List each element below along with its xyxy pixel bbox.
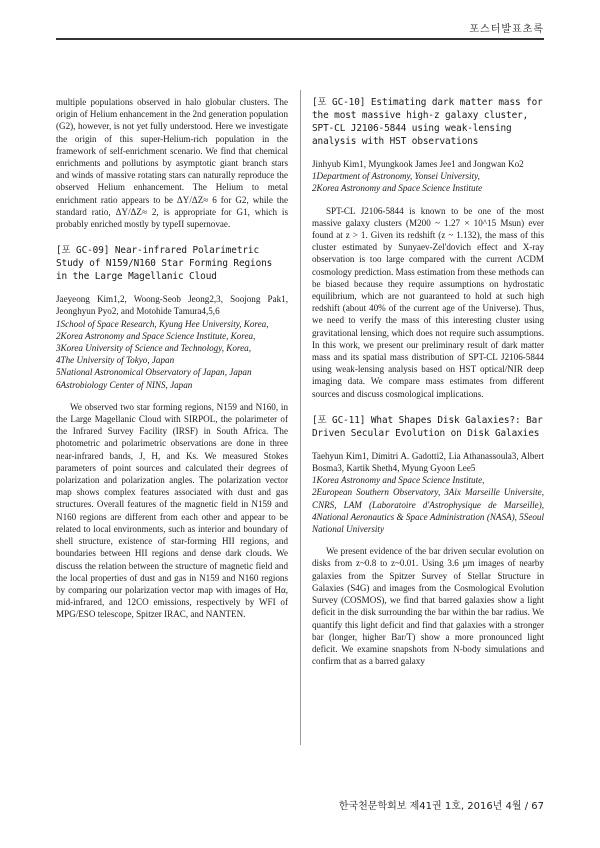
gc09-affiliation: 6Astrobiology Center of NINS, Japan [56,379,193,390]
gc11-abstract: We present evidence of the bar driven secular evolution on disks from z~0.8 to z~0.01. Using 3.6 μm images of nearby galaxies from the Spitzer Survey of Stellar Structure in Galaxies (S4G) and images from the Cosmological Evolution Survey (COSMOS), we find that barred galaxies show a light deficit in the disk surrounding the bar within the bar radius. We quantify this light deficit and find that galaxies with a stronger bar (longer, higher Bar/T) show a more pronounced light deficit. We examine snapshots from N-body simulations and confirm that as a barred galaxy [312,546,544,667]
gc11-authors: Taehyun Kim1, Dimitri A. Gadotti2, Lia Athanassoula3, Albert Bosma3, Kartik Sheth4, Myung Gyoon Lee5 [312,450,544,474]
right-column [312,96,544,667]
column-divider [300,90,301,745]
footer-citation: 한국천문학회보 제41권 1호, 2016년 4월 / 67 [338,801,544,812]
gc09-abstract: We observed two star forming regions, N159 and N160, in the Large Magellanic Cloud with SIRPOL, the polarimeter of the Infrared Survey Facility (IRSF) in South Africa. The photometric and polarimetric observations are done in three near-infrared bands, J, H, and Ks. We measured Stokes parameters of point sources and calculated their degrees of polarization and polarization angles. The polarization vector map shows complex features associated with dust and gas structures. Overall features of the magnetic field in N159 and N160 regions are different from each other and appear to be related to local environments, such as interior and boundary of shell structure, existence of star-forming HII regions, and boundaries between HII regions and dense dark clouds. We discuss the relation between the structure of magnetic field and the local properties of dust and gas in N159 and N160 regions by comparing our polarization vector map with images of Hα, mid-infrared, and 12CO emissions, respectively by WFI of MPG/ESO telescope, Spitzer IRAC, and NANTEN. [56,401,288,620]
left-column [56,96,288,621]
gc09-affiliation: 4The University of Tokyo, Japan [56,355,175,366]
gc11-affiliation: 2European Southern Observatory, 3Aix Marseille Universite, CNRS, LAM (Laboratoire d'Astrophysique de Marseille), 4National Aeronautics & Space Administration (NASA), 5Seoul National University [312,487,544,535]
gc11-affiliation: 1Korea Astronomy and Space Science Institute, [312,475,485,486]
header-rule [56,38,544,40]
gc09-title: [포 GC-09] Near-infrared Polarimetric Study of N159/N160 Star Forming Regions in the Large Magellanic Cloud [56,245,273,283]
gc10-title: [포 GC-10] Estimating dark matter mass for the most massive high-z galaxy cluster, SPT-CL J2106-5844 using weak-lensing analysis with HST observations [312,97,543,147]
continued-abstract: multiple populations observed in halo globular clusters. The origin of Helium enhancement in the 2nd generation population (G2), however, is not yet fully understood. Here we investigate the origin of this super-Helium-rich population in the framework of self-enrichment scenario. We find that chemical enrichments and pollutions by asymptotic giant branch stars and winds of massive rotating stars can naturally reproduce the observed Helium enhancement. The Helium to metal enrichment ratio appears to be ΔY/ΔZ≈ 6 for G2, while the standard ratio, ΔY/ΔZ≈ 2, is appropriate for G1, which is probably enriched mostly by typeII supernovae. [56,97,288,230]
gc09-affiliation: 1School of Space Research, Kyung Hee University, Korea, [56,318,269,329]
header-label: 포스터발표초록 [469,24,544,35]
gc10-abstract: SPT-CL J2106-5844 is known to be one of the most massive galaxy clusters (M200 ~ 1.27 × 10^15 Msun) ever found at z > 1. Given its redshift (z ~ 1.132), the mass of this cluster estimated by Sunyaev-Zel'dovich effect and X-ray observation is too large compared with the current ΛCDM cosmology prediction. Mass estimation from these methods can be biased because they require assumptions on hydrostatic equilibrium, which are not guaranteed to hold at such high redshift (about 40% of the current age of the Universe). Thus, we need to verify the mass of this interesting cluster using gravitational lensing, which does not require such assumptions. In this work, we present our preliminary result of dark matter mass and its spatial mass distribution of SPT-CL J2106-5844 using weak-lensing analysis based on HST optical/NIR deep imaging data. We compare mass estimates from different sources and discuss cosmological implications. [312,205,544,399]
gc09-affiliation: 2Korea Astronomy and Space Science Institute, Korea, [56,330,256,341]
gc09-affiliation: 3Korea University of Science and Technology, Korea, [56,343,251,354]
gc11-title: [포 GC-11] What Shapes Disk Galaxies?: Bar Driven Secular Evolution on Disk Galaxies [312,414,543,439]
gc10-authors: Jinhyub Kim1, Myungkook James Jee1 and Jongwan Ko2 [312,159,524,169]
gc09-affiliation: 5National Astronomical Observatory of Japan, Japan [56,367,252,378]
gc09-authors: Jaeyeong Kim1,2, Woong-Seob Jeong2,3, Soojong Pak1, Jeonghyun Pyo2, and Motohide Tamura4,5,6 [56,294,288,317]
gc10-affiliation: 2Korea Astronomy and Space Science Institute [312,183,483,194]
gc10-affiliation: 1Department of Astronomy, Yonsei University, [312,171,480,182]
